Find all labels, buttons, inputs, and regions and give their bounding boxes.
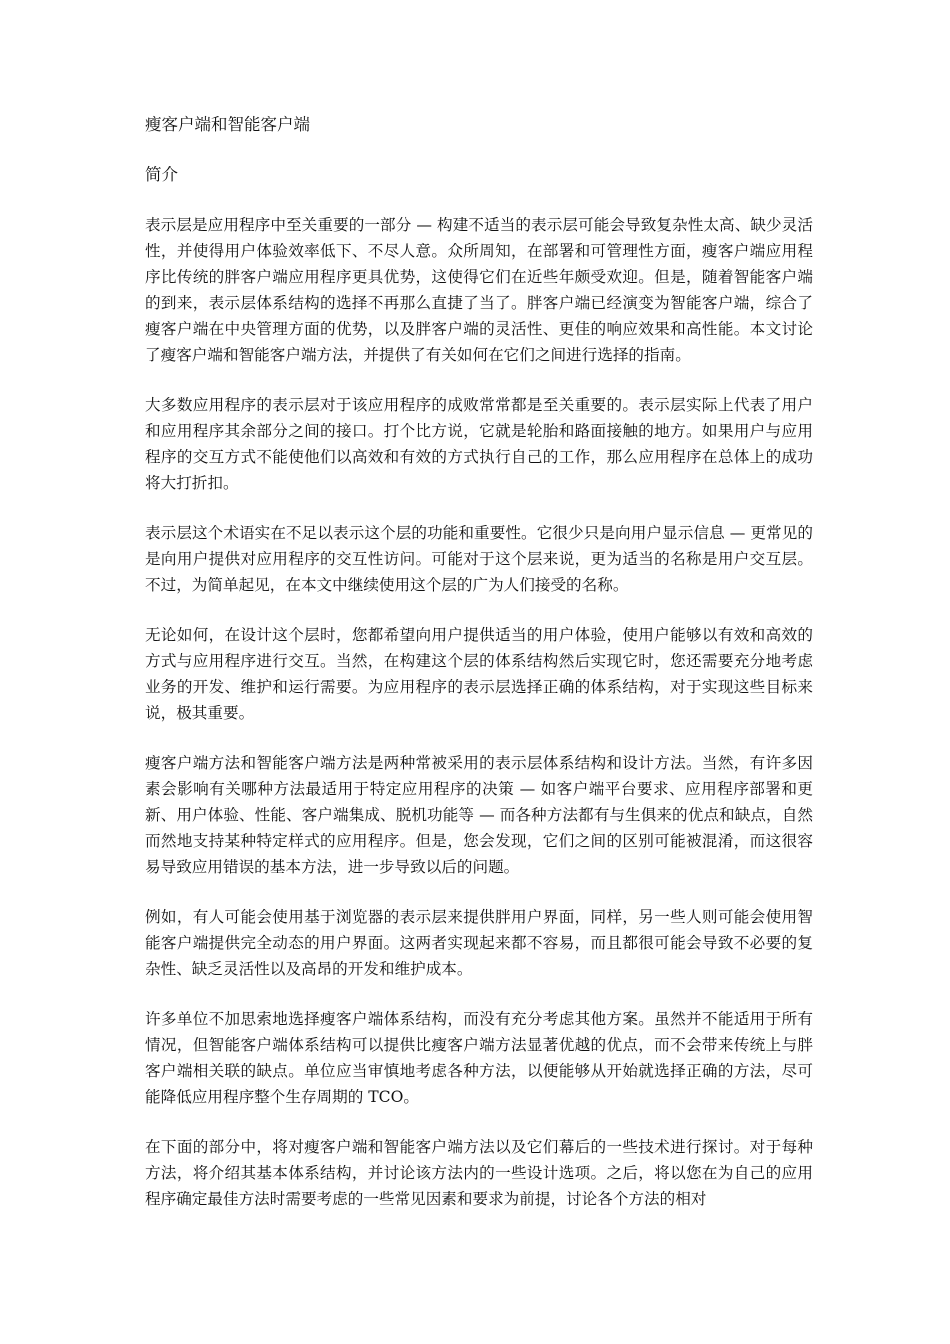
- paragraph: 许多单位不加思索地选择瘦客户端体系结构，而没有充分考虑其他方案。虽然并不能适用于所有情况，但智能客户端体系结构可以提供比瘦客户端方法显著优越的优点，而不会带来传统上与胖客户端相关联的缺点。单位应当审慎地考虑各种方法，以便能够从开始就选择正确的方法，尽可能降低应用程序整个生存周期的 TCO。: [145, 1010, 813, 1106]
- paragraph: 表示层是应用程序中至关重要的一部分 — 构建不适当的表示层可能会导致复杂性太高、缺少灵活性，并使得用户体验效率低下、不尽人意。众所周知，在部署和可管理性方面，瘦客户端应用程序比传统的胖客户端应用程序更具优势，这使得它们在近些年颇受欢迎。但是，随着智能客户端的到来，表示层体系结构的选择不再那么直捷了当了。胖客户端已经演变为智能客户端，综合了瘦客户端在中央管理方面的优势，以及胖客户端的灵活性、更佳的响应效果和高性能。本文讨论了瘦客户端和智能客户端方法，并提供了有关如何在它们之间进行选择的指南。: [145, 216, 813, 364]
- paragraph: 无论如何，在设计这个层时，您都希望向用户提供适当的用户体验，使用户能够以有效和高效的方式与应用程序进行交互。当然，在构建这个层的体系结构然后实现它时，您还需要充分地考虑业务的开发、维护和运行需要。为应用程序的表示层选择正确的体系结构，对于实现这些目标来说，极其重要。: [145, 626, 813, 722]
- paragraph: 在下面的部分中，将对瘦客户端和智能客户端方法以及它们幕后的一些技术进行探讨。对于每种方法，将介绍其基本体系结构，并讨论该方法内的一些设计选项。之后，将以您在为自己的应用程序确定最佳方法时需要考虑的一些常见因素和要求为前提，讨论各个方法的相对: [145, 1138, 813, 1208]
- paragraph: 表示层这个术语实在不足以表示这个层的功能和重要性。它很少只是向用户显示信息 — 更常见的是向用户提供对应用程序的交互性访问。可能对于这个层来说，更为适当的名称是用户交互层。不过，为简单起见，在本文中继续使用这个层的广为人们接受的名称。: [145, 524, 813, 594]
- document-title: 瘦客户端和智能客户端: [145, 115, 310, 134]
- document-page: [145, 112, 813, 1236]
- paragraph: 大多数应用程序的表示层对于该应用程序的成败常常都是至关重要的。表示层实际上代表了用户和应用程序其余部分之间的接口。打个比方说，它就是轮胎和路面接触的地方。如果用户与应用程序的交互方式不能使他们以高效和有效的方式执行自己的工作，那么应用程序在总体上的成功将大打折扣。: [145, 396, 813, 492]
- paragraph: 瘦客户端方法和智能客户端方法是两种常被采用的表示层体系结构和设计方法。当然，有许多因素会影响有关哪种方法最适用于特定应用程序的决策 — 如客户端平台要求、应用程序部署和更新、用户体验、性能、客户端集成、脱机功能等 — 而各种方法都有与生俱来的优点和缺点，自然而然地支持某种特定样式的应用程序。但是，您会发现，它们之间的区别可能被混淆，而这很容易导致应用错误的基本方法，进一步导致以后的问题。: [145, 754, 813, 876]
- section-heading-intro: 简介: [145, 165, 178, 184]
- paragraph: 例如，有人可能会使用基于浏览器的表示层来提供胖用户界面，同样，另一些人则可能会使用智能客户端提供完全动态的用户界面。这两者实现起来都不容易，而且都很可能会导致不必要的复杂性、缺乏灵活性以及高昂的开发和维护成本。: [145, 908, 813, 978]
